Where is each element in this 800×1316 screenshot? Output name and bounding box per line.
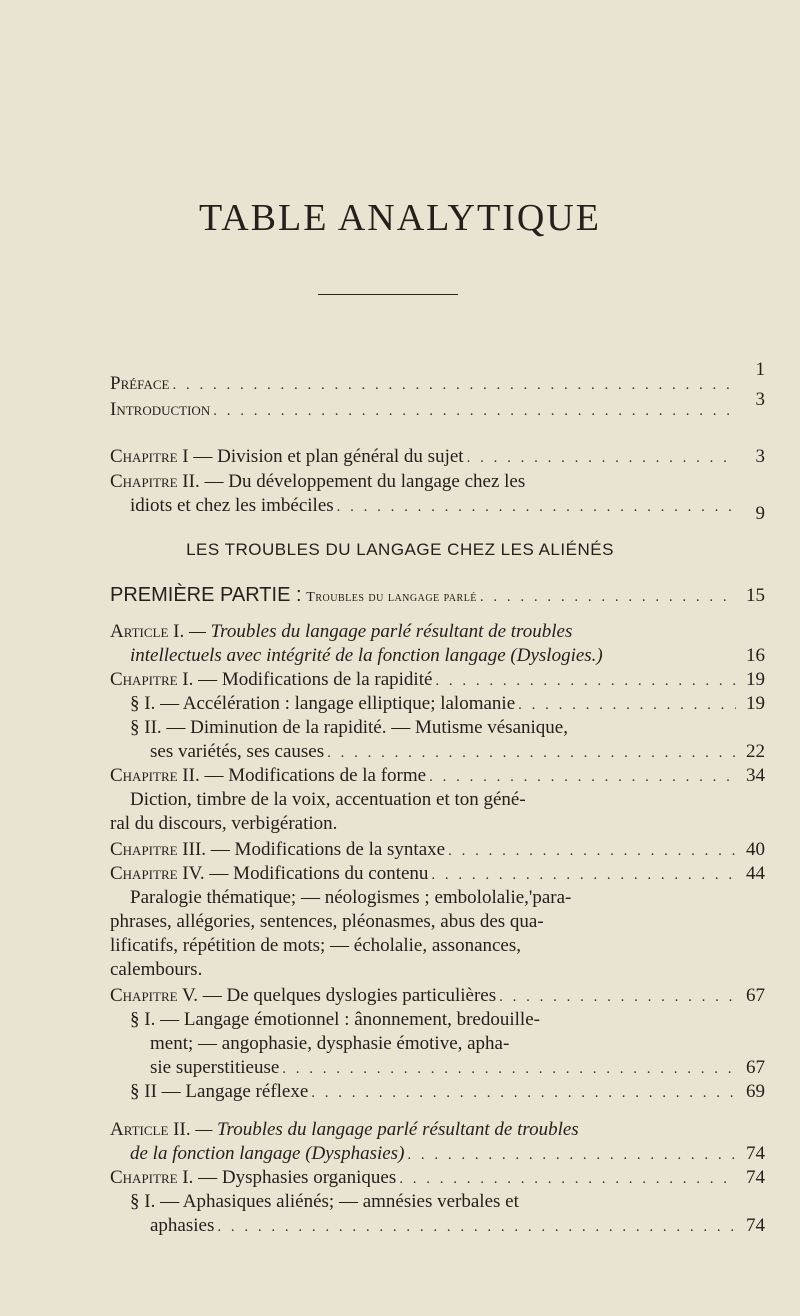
section-text: § I. — Langage émotionnel : ânonnement, bredouille-	[130, 1009, 540, 1030]
leader-dots	[480, 585, 736, 609]
page-number: 74	[746, 1167, 765, 1188]
article-text-cont: de la fonction langage (Dysphasies)	[130, 1143, 405, 1164]
article-label: Article I.	[110, 621, 185, 642]
chapter-text: — Modifications de la forme	[199, 765, 427, 786]
leader-dots	[435, 669, 736, 693]
page-number: 9	[755, 503, 765, 524]
chapter-label: Chapitre IV.	[110, 863, 205, 884]
chapter-description: calembours.	[110, 959, 203, 980]
article-text: — Troubles du langage parlé résultant de troubles	[184, 621, 573, 642]
toc-entry-chapitre-2[interactable]	[110, 470, 740, 494]
toc-entry-a1-c5-s1-cont2[interactable]	[150, 1056, 765, 1081]
section-text-cont: ses variétés, ses causes	[150, 741, 325, 762]
toc-entry-a2-c1-s1-cont[interactable]	[150, 1214, 765, 1239]
toc-entry-article-1-cont[interactable]	[130, 644, 765, 669]
toc-entry-a1-c1-s2[interactable]	[130, 716, 760, 740]
toc-entry-chapitre-1[interactable]	[110, 445, 765, 470]
toc-entry-introduction[interactable]	[110, 389, 765, 423]
section-text: § II — Langage réflexe	[130, 1081, 309, 1102]
leader-dots	[337, 495, 736, 519]
page-number: 1	[755, 359, 765, 380]
toc-entry-a1-chapitre-4[interactable]	[110, 862, 765, 887]
page-number: 3	[755, 389, 765, 410]
section-text-cont: aphasies	[150, 1215, 215, 1236]
chapter-label: Chapitre III.	[110, 839, 207, 860]
page-number: 67	[746, 1057, 765, 1078]
leader-dots	[518, 693, 736, 717]
article-text-cont: intellectuels avec intégrité de la fonction langage (Dyslogies.)	[130, 645, 603, 666]
toc-entry-a1-c5-s1[interactable]	[130, 1008, 760, 1032]
toc-entry-part-1[interactable]	[110, 583, 765, 610]
chapter-description: Diction, timbre de la voix, accentuation et ton géné-	[130, 789, 526, 810]
leader-dots	[172, 373, 736, 397]
leader-dots	[399, 1167, 736, 1191]
toc-entry-a1-chapitre-3[interactable]	[110, 838, 765, 863]
chapter-label: Chapitre II.	[110, 471, 200, 492]
chapter-text: — Division et plan général du sujet	[188, 446, 464, 467]
page-number: 69	[746, 1081, 765, 1102]
page-number: 15	[746, 585, 765, 606]
page-number: 19	[746, 693, 765, 714]
chapter-text: — De quelques dyslogies particulières	[198, 985, 497, 1006]
toc-entry-article-2-cont[interactable]	[130, 1142, 765, 1167]
chapter-text: — Du développement du langage chez les	[199, 471, 526, 492]
toc-entry-a1-c1-s1[interactable]	[130, 692, 765, 717]
page-number: 3	[755, 446, 765, 467]
leader-dots	[327, 741, 736, 765]
page-number: 34	[746, 765, 765, 786]
toc-entry-preface[interactable]	[110, 359, 765, 397]
toc-label: Introduction	[110, 399, 211, 420]
leader-dots	[431, 863, 736, 887]
toc-entry-a2-c1-s1[interactable]	[130, 1190, 760, 1214]
chapter-description: ral du discours, verbigération.	[110, 813, 338, 834]
toc-entry-a1-c5-s1-cont[interactable]	[150, 1032, 780, 1056]
chapter-label: Chapitre V.	[110, 985, 198, 1006]
toc-entry-a2-chapitre-1[interactable]	[110, 1166, 765, 1191]
leader-dots	[311, 1081, 736, 1105]
chapter-label: Chapitre I.	[110, 1167, 194, 1188]
page-number: 44	[746, 863, 765, 884]
section-text: § I. — Accélération : langage elliptique; lalomanie	[130, 693, 516, 714]
title-rule	[318, 294, 458, 295]
leader-dots	[448, 839, 736, 863]
toc-entry-a1-chapitre-5[interactable]	[110, 984, 765, 1009]
page-number: 74	[746, 1143, 765, 1164]
chapter-description: Paralogie thématique; — néologismes ; embololalie,'para-	[130, 887, 572, 908]
section-heading: LES TROUBLES DU LANGAGE CHEZ LES ALIÉNÉS	[186, 540, 614, 559]
toc-label: Préface	[110, 373, 170, 394]
page-number: 19	[746, 669, 765, 690]
chapter-text: — Modifications de la syntaxe	[206, 839, 446, 860]
toc-entry-chapitre-2-cont[interactable]	[130, 494, 765, 524]
leader-dots	[407, 1143, 736, 1167]
chapter-label: Chapitre I.	[110, 669, 194, 690]
chapter-text-cont: idiots et chez les imbéciles	[130, 495, 334, 516]
chapter-label: Chapitre II.	[110, 765, 200, 786]
page-number: 16	[746, 645, 765, 666]
part-subtitle: Troubles du langage parlé	[306, 590, 477, 605]
page-number: 22	[746, 741, 765, 762]
section-text: § I. — Aphasiques aliénés; — amnésies verbales et	[130, 1191, 519, 1212]
leader-dots	[217, 1215, 736, 1239]
leader-dots	[499, 985, 736, 1009]
chapter-description: phrases, allégories, sentences, pléonasmes, abus des qua-	[110, 911, 544, 932]
chapter-text: — Modifications de la rapidité	[193, 669, 433, 690]
chapter-description: lificatifs, répétition de mots; — écholalie, assonances,	[110, 935, 522, 956]
leader-dots	[213, 399, 736, 423]
page-number: 74	[746, 1215, 765, 1236]
toc-entry-article-1[interactable]	[110, 620, 740, 644]
section-text-cont: ment; — angophasie, dysphasie émotive, apha-	[150, 1033, 510, 1054]
article-label: Article II.	[110, 1119, 191, 1140]
article-text: — Troubles du langage parlé résultant de troubles	[190, 1119, 579, 1140]
toc-entry-a1-c1-s2-cont[interactable]	[150, 740, 765, 765]
page-number: 67	[746, 985, 765, 1006]
toc-entry-article-2[interactable]	[110, 1118, 740, 1142]
section-text-cont: sie superstitieuse	[150, 1057, 280, 1078]
leader-dots	[282, 1057, 736, 1081]
chapter-text: — Dysphasies organiques	[193, 1167, 397, 1188]
leader-dots	[429, 765, 736, 789]
chapter-label: Chapitre I	[110, 446, 189, 467]
section-text: § II. — Diminution de la rapidité. — Mutisme vésanique,	[130, 717, 568, 738]
page-number: 40	[746, 839, 765, 860]
leader-dots	[467, 446, 736, 470]
chapter-text: — Modifications du contenu	[204, 863, 429, 884]
toc-entry-a1-chapitre-1[interactable]	[110, 668, 765, 693]
part-label: PREMIÈRE PARTIE :	[110, 584, 302, 606]
toc-entry-a1-chapitre-2[interactable]	[110, 764, 765, 789]
toc-entry-a1-c5-s2[interactable]	[130, 1080, 765, 1105]
page-title: TABLE ANALYTIQUE	[199, 197, 601, 239]
